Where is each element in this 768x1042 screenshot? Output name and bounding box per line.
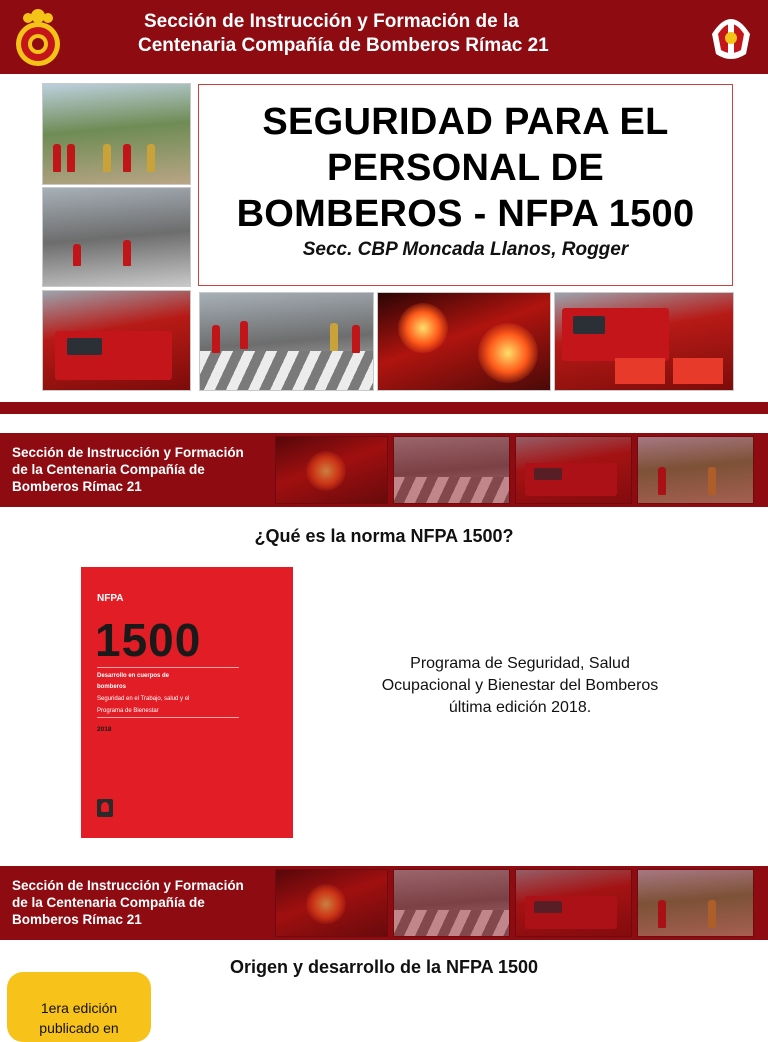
header-photo-training: [637, 436, 754, 504]
slide3-header-line1: Sección de Instrucción y Formación: [12, 878, 244, 893]
book-line2: bomberos: [97, 684, 127, 690]
header-photo-fire: [275, 869, 388, 937]
photo-crosswalk-formation: [199, 292, 374, 391]
fire-helmet-crest-icon: [708, 4, 754, 70]
slide2-header-line1: Sección de Instrucción y Formación: [12, 445, 244, 460]
slide2-header-title: [12, 444, 272, 495]
book-line1: Desarrollo en cuerpos de: [97, 673, 170, 679]
book-number: 1500: [95, 614, 202, 666]
header-photo-truck: [515, 436, 632, 504]
photo-night-fire-operation: [377, 292, 551, 391]
fire-company-emblem-icon: [12, 4, 64, 70]
book-line4: Programa de Bienestar: [97, 708, 159, 714]
first-edition-callout: [7, 972, 151, 1042]
desc-line3: última edición 2018.: [448, 699, 592, 716]
desc-line1: Programa de Seguridad, Salud: [410, 655, 630, 672]
slide2-question: ¿Qué es la norma NFPA 1500?: [254, 526, 514, 546]
slide1-title-line2: PERSONAL DE: [326, 147, 605, 189]
header-photo-crosswalk: [393, 436, 510, 504]
photo-firefighters-training: [42, 83, 191, 185]
slide1-header-line2: Centenaria Compañía de Bomberos Rímac 21: [138, 35, 549, 56]
book-line3: Seguridad en el Trabajo, salud y el: [97, 696, 190, 702]
callout-line2: publicado en: [39, 1020, 119, 1036]
slide1-author: Secc. CBP Moncada Llanos, Rogger: [302, 239, 629, 260]
book-brand: NFPA: [97, 593, 124, 604]
slide3-header-title: [12, 877, 272, 928]
slide1-header-band: [0, 0, 768, 74]
slide3-question: Origen y desarrollo de la NFPA 1500: [229, 957, 539, 977]
nfpa-flame-logo-icon: [97, 799, 113, 817]
slide1-header-line1: Sección de Instrucción y Formación de la: [144, 11, 519, 32]
book-year: 2018: [97, 726, 112, 733]
slide1-title: [199, 99, 732, 237]
slide3-header-line2: de la Centenaria Compañía de: [12, 895, 205, 910]
header-photo-training: [637, 869, 754, 937]
slide3-header-line3: Bomberos Rímac 21: [12, 912, 142, 927]
slide3-header-band: [0, 866, 768, 940]
slide2-header-band: [0, 433, 768, 507]
desc-line2: Ocupacional y Bienestar del Bomberos: [381, 677, 659, 694]
photo-fire-truck-equipment: [554, 292, 734, 391]
slide2-header-line3: Bomberos Rímac 21: [12, 479, 142, 494]
header-photo-fire: [275, 436, 388, 504]
header-photo-crosswalk: [393, 869, 510, 937]
slide1-footer-band: [0, 402, 768, 414]
nfpa-1500-book-cover: [81, 567, 293, 838]
slide1-title-box: [198, 84, 733, 286]
photo-hose-drill: [42, 187, 191, 287]
callout-line1: 1era edición: [40, 1000, 118, 1016]
header-photo-truck: [515, 869, 632, 937]
photo-fire-truck-21: [42, 290, 191, 391]
slide1-title-line1: SEGURIDAD PARA EL: [262, 101, 669, 143]
slide1-title-line3: BOMBEROS - NFPA 1500: [236, 193, 695, 235]
slide2-description: [340, 653, 700, 719]
slide2-header-line2: de la Centenaria Compañía de: [12, 462, 205, 477]
slide1-header-title: [138, 10, 638, 58]
